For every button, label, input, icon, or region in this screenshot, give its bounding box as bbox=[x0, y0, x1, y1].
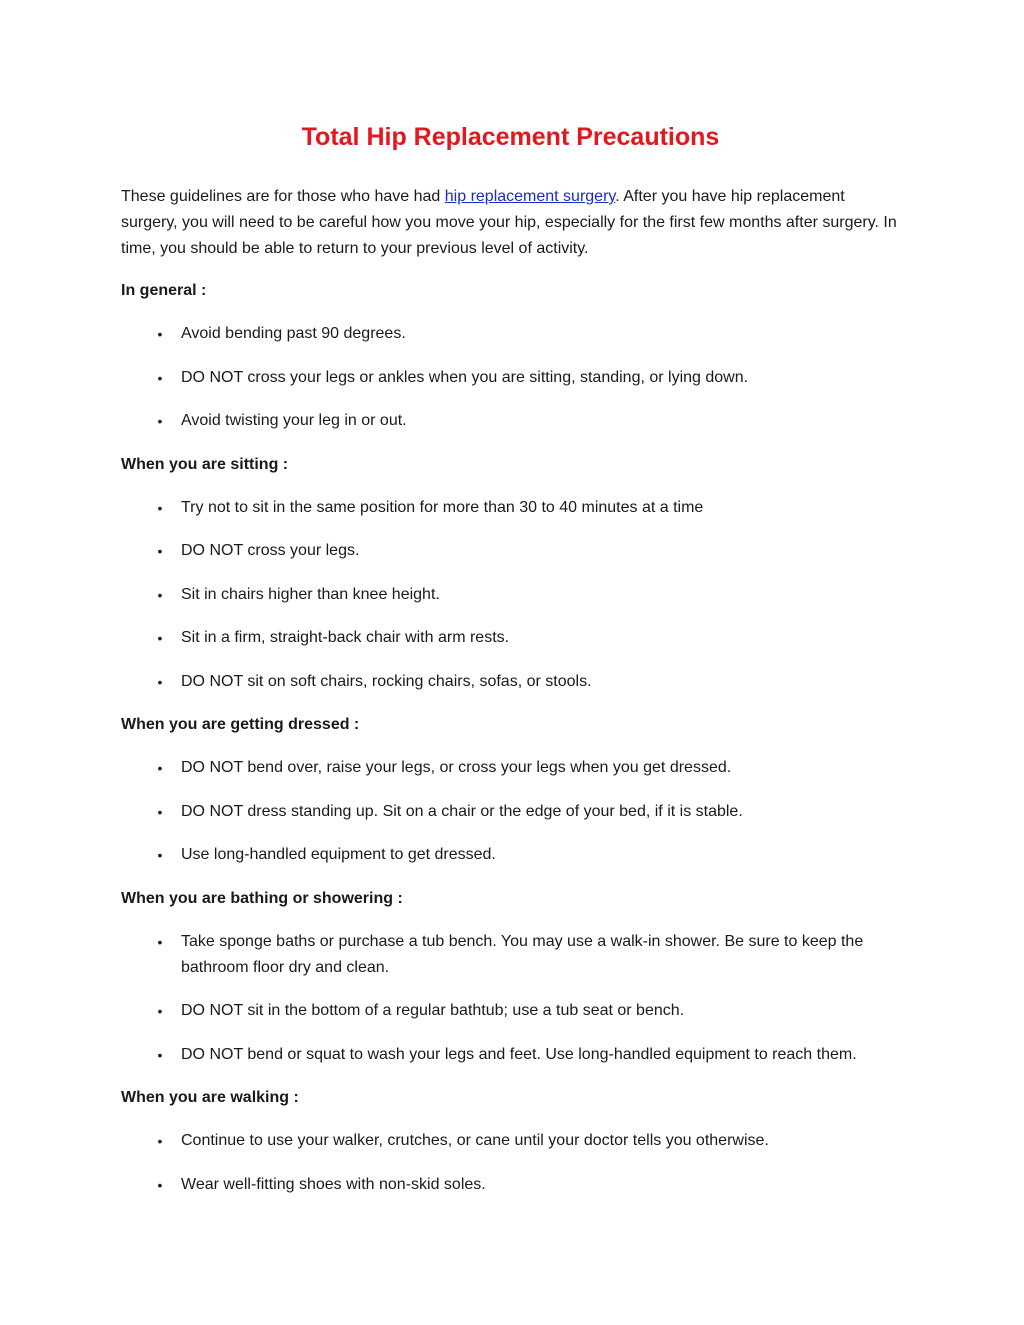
section-heading: When you are sitting : bbox=[121, 455, 289, 473]
list-item-text: Sit in chairs higher than knee height. bbox=[181, 585, 440, 603]
list-item bbox=[121, 1172, 900, 1198]
bullet-icon: • bbox=[157, 803, 163, 820]
bullet-list bbox=[121, 1128, 900, 1198]
list-item-text: Avoid bending past 90 degrees. bbox=[181, 325, 406, 342]
bullet-icon: • bbox=[157, 586, 163, 603]
list-item-text: DO NOT dress standing up. Sit on a chair or the edge of your bed, if it is stable. bbox=[181, 802, 743, 820]
list-item bbox=[121, 1128, 900, 1154]
list-item bbox=[121, 669, 900, 695]
bullet-icon: • bbox=[157, 630, 163, 646]
list-item-text: Take sponge baths or purchase a tub bench. You may use a walk-in shower. Be sure to keep the bathroom floor dry and clean. bbox=[181, 932, 864, 976]
bullet-icon: • bbox=[157, 933, 163, 950]
bullet-icon: • bbox=[157, 673, 163, 690]
intro-text-after-link: . After you have hip replacement surgery, you will need to be careful how you move your hip, especially for the first few months after surgery. In time, you should be able to return to your previous level of activity. bbox=[121, 188, 897, 257]
bullet-icon: • bbox=[157, 1133, 163, 1149]
list-item bbox=[121, 929, 900, 981]
bullet-icon: • bbox=[157, 760, 163, 776]
bullet-icon: • bbox=[157, 499, 163, 516]
page-title: Total Hip Replacement Precautions bbox=[301, 123, 720, 151]
list-item bbox=[121, 625, 900, 651]
bullet-icon: • bbox=[157, 1176, 163, 1193]
bullet-icon: • bbox=[157, 326, 163, 342]
list-item-text: Continue to use your walker, crutches, or cane until your doctor tells you otherwise. bbox=[181, 1132, 769, 1149]
intro-paragraph bbox=[121, 184, 900, 262]
bullet-icon: • bbox=[157, 543, 163, 559]
section-heading: When you are getting dressed : bbox=[121, 716, 360, 733]
bullet-icon: • bbox=[157, 1003, 163, 1019]
bullet-list bbox=[121, 321, 900, 434]
section-heading: When you are walking : bbox=[121, 1089, 299, 1106]
bullet-icon: • bbox=[157, 847, 163, 863]
list-item-text: DO NOT sit on soft chairs, rocking chairs, sofas, or stools. bbox=[181, 672, 592, 690]
list-item bbox=[121, 799, 900, 825]
bullet-icon: • bbox=[157, 1046, 163, 1063]
list-item bbox=[121, 842, 900, 868]
list-item bbox=[121, 365, 900, 391]
intro-text-before-link: These guidelines are for those who have had bbox=[121, 188, 445, 205]
list-item bbox=[121, 538, 900, 564]
list-item bbox=[121, 1042, 900, 1068]
list-item-text: Use long-handled equipment to get dressed. bbox=[181, 846, 496, 863]
list-item-text: DO NOT bend over, raise your legs, or cross your legs when you get dressed. bbox=[181, 759, 732, 776]
hip-replacement-surgery-link[interactable]: hip replacement surgery bbox=[444, 188, 616, 205]
precaution-sections bbox=[121, 278, 900, 1198]
bullet-list bbox=[121, 929, 900, 1068]
section-heading: When you are bathing or showering : bbox=[121, 889, 403, 907]
section-heading: In general : bbox=[121, 282, 207, 299]
list-item bbox=[121, 582, 900, 608]
list-item-text: DO NOT cross your legs. bbox=[181, 542, 360, 559]
bullet-icon: • bbox=[157, 413, 163, 429]
list-item bbox=[121, 495, 900, 521]
list-item-text: Sit in a firm, straight-back chair with arm rests. bbox=[181, 629, 510, 646]
list-item-text: DO NOT cross your legs or ankles when you are sitting, standing, or lying down. bbox=[181, 368, 749, 386]
list-item bbox=[121, 408, 900, 434]
list-item-text: Wear well-fitting shoes with non-skid soles. bbox=[181, 1175, 486, 1193]
bullet-list bbox=[121, 495, 900, 695]
list-item bbox=[121, 998, 900, 1024]
list-item bbox=[121, 321, 900, 347]
list-item-text: Try not to sit in the same position for more than 30 to 40 minutes at a time bbox=[181, 498, 704, 516]
list-item-text: Avoid twisting your leg in or out. bbox=[181, 412, 407, 429]
list-item bbox=[121, 755, 900, 781]
bullet-icon: • bbox=[157, 369, 163, 386]
list-item-text: DO NOT sit in the bottom of a regular bathtub; use a tub seat or bench. bbox=[181, 1002, 685, 1019]
list-item-text: DO NOT bend or squat to wash your legs and feet. Use long-handled equipment to reach them. bbox=[181, 1045, 857, 1063]
bullet-list bbox=[121, 755, 900, 868]
